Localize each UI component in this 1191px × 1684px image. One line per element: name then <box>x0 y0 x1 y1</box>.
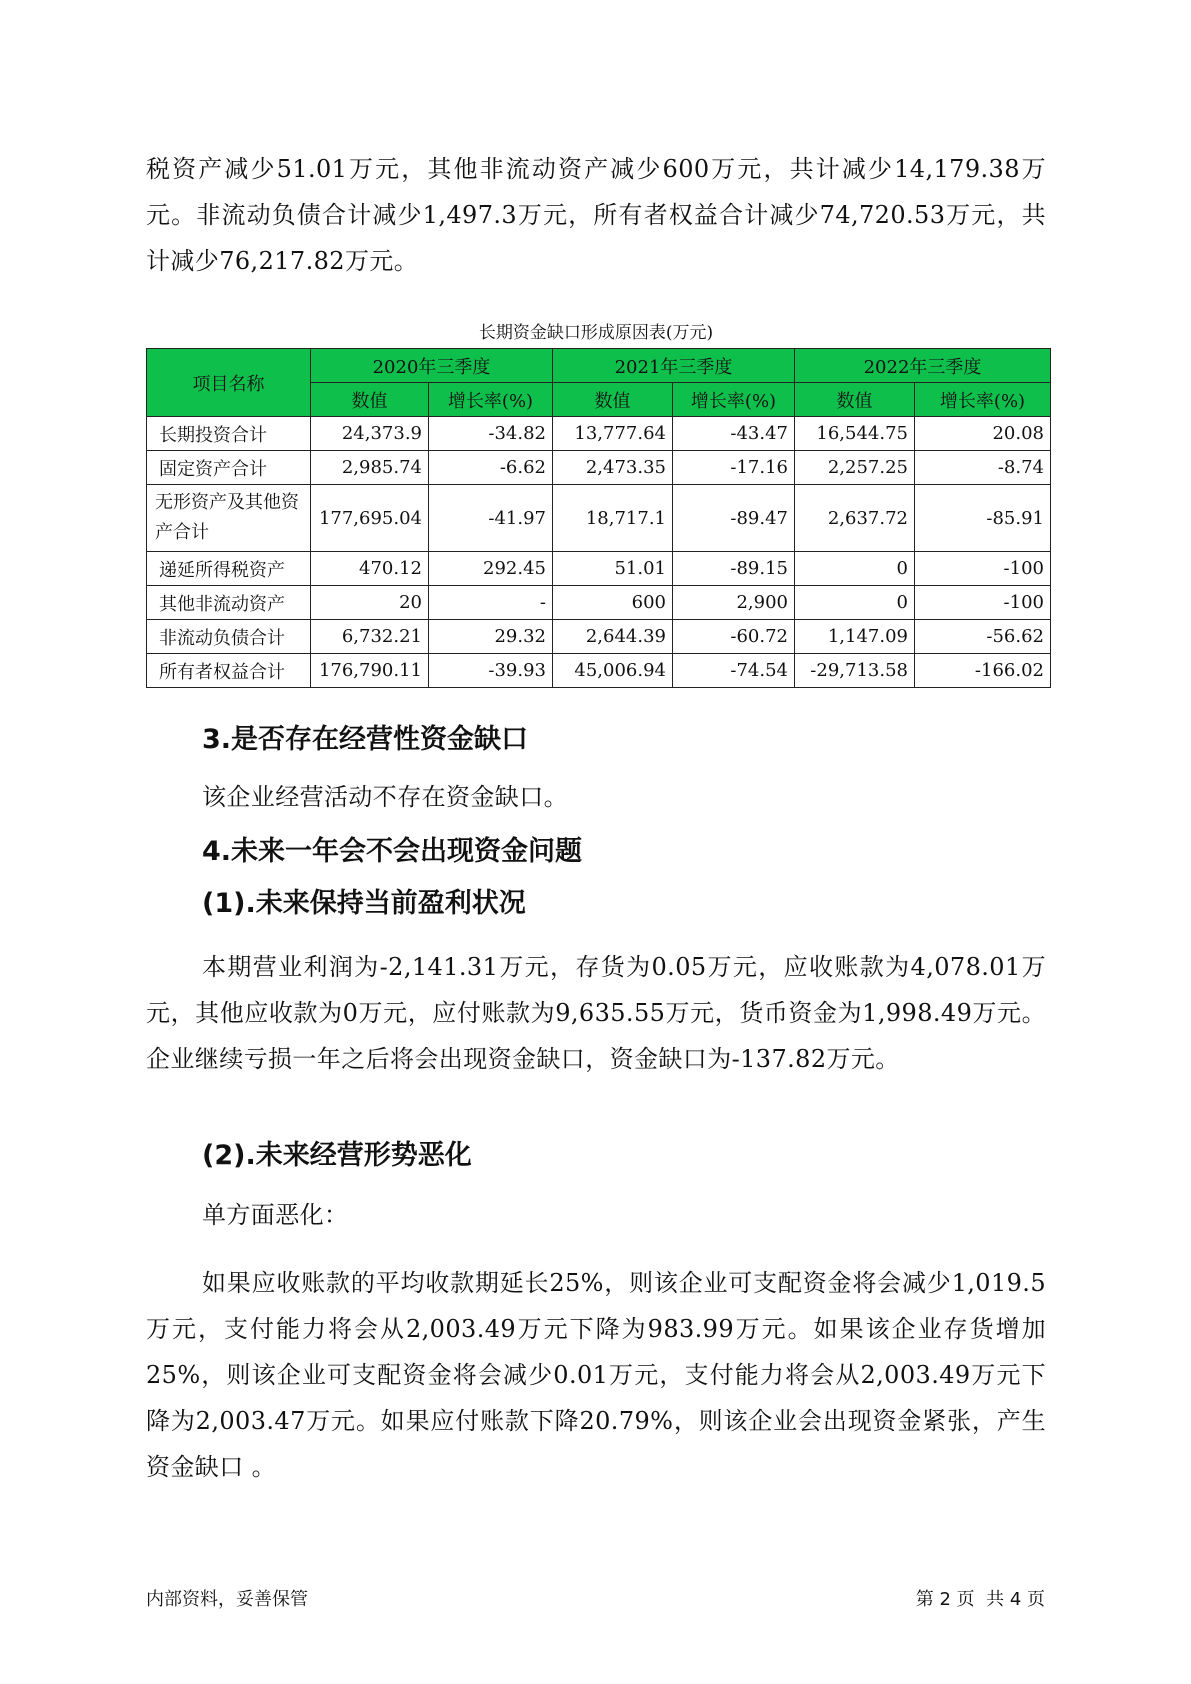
table-cell: -89.47 <box>673 485 795 552</box>
table-cell: -34.82 <box>429 417 553 451</box>
table-cell: 2,473.35 <box>553 451 673 485</box>
period-header: 2020年三季度 <box>311 349 553 383</box>
section4-sub1-paragraph: 本期营业利润为-2,141.31万元，存货为0.05万元，应收账款为4,078.01万元，其他应收款为0万元，应付账款为9,635.55万元，货币资金为1,998.49万元。企业继续亏损一年之后将会出现资金缺口，资金缺口为-137.82万元。 <box>146 953 1046 1073</box>
section3-heading: 3.是否存在经营性资金缺口 <box>202 724 529 755</box>
table-cell: 6,732.21 <box>311 620 429 654</box>
row-name: 长期投资合计 <box>147 417 311 451</box>
table-row <box>147 451 1051 485</box>
table-cell: 0 <box>795 586 915 620</box>
intro-paragraph: 税资产减少51.01万元，其他非流动资产减少600万元，共计减少14,179.38万元。非流动负债合计减少1,497.3万元，所有者权益合计减少74,720.53万元，共计减少76,217.82万元。 <box>146 155 1046 275</box>
table-cell: -8.74 <box>915 451 1051 485</box>
table-cell: 600 <box>553 586 673 620</box>
table-cell: 470.12 <box>311 552 429 586</box>
table-cell: 177,695.04 <box>311 485 429 552</box>
item-name-header: 项目名称 <box>147 349 311 417</box>
table-cell: 2,637.72 <box>795 485 915 552</box>
row-name: 非流动负债合计 <box>147 620 311 654</box>
period-header: 2022年三季度 <box>795 349 1051 383</box>
funding-gap-table <box>146 348 1051 688</box>
footer-left: 内部资料，妥善保管 <box>146 1589 308 1610</box>
table-cell: 16,544.75 <box>795 417 915 451</box>
table-cell: 20 <box>311 586 429 620</box>
table-cell: 292.45 <box>429 552 553 586</box>
table-cell: -17.16 <box>673 451 795 485</box>
table-row <box>147 620 1051 654</box>
table-cell: -74.54 <box>673 654 795 688</box>
table-cell: -41.97 <box>429 485 553 552</box>
table-cell: 45,006.94 <box>553 654 673 688</box>
table-cell: 18,717.1 <box>553 485 673 552</box>
table-cell: 2,900 <box>673 586 795 620</box>
period-header: 2021年三季度 <box>553 349 795 383</box>
table-cell: 2,257.25 <box>795 451 915 485</box>
table-cell: -39.93 <box>429 654 553 688</box>
table-cell: -6.62 <box>429 451 553 485</box>
table-row <box>147 654 1051 688</box>
table-row <box>147 417 1051 451</box>
growth-subheader: 增长率(%) <box>673 383 795 417</box>
table-cell: -29,713.58 <box>795 654 915 688</box>
table-cell: 2,644.39 <box>553 620 673 654</box>
table-cell: 24,373.9 <box>311 417 429 451</box>
table-cell: 1,147.09 <box>795 620 915 654</box>
value-subheader: 数值 <box>795 383 915 417</box>
table-row <box>147 552 1051 586</box>
table-cell: 13,777.64 <box>553 417 673 451</box>
table-cell: -43.47 <box>673 417 795 451</box>
section4-heading: 4.未来一年会不会出现资金问题 <box>202 836 583 867</box>
table-row <box>147 586 1051 620</box>
table-cell: 51.01 <box>553 552 673 586</box>
section4-sub2-heading: (2).未来经营形势恶化 <box>202 1140 472 1171</box>
row-name: 所有者权益合计 <box>147 654 311 688</box>
table-cell: - <box>429 586 553 620</box>
table-cell: 0 <box>795 552 915 586</box>
row-name: 固定资产合计 <box>147 451 311 485</box>
row-name: 无形资产及其他资产合计 <box>147 485 311 552</box>
row-name: 递延所得税资产 <box>147 552 311 586</box>
table-cell: -56.62 <box>915 620 1051 654</box>
section4-sub1-heading: (1).未来保持当前盈利状况 <box>202 888 526 919</box>
table-cell: -166.02 <box>915 654 1051 688</box>
table-cell: -100 <box>915 552 1051 586</box>
growth-subheader: 增长率(%) <box>429 383 553 417</box>
table-cell: 176,790.11 <box>311 654 429 688</box>
table-caption: 长期资金缺口形成原因表(万元) <box>478 323 714 343</box>
footer-page-number: 第 2 页 共 4 页 <box>915 1589 1045 1610</box>
row-name: 其他非流动资产 <box>147 586 311 620</box>
section3-paragraph: 该企业经营活动不存在资金缺口。 <box>202 783 568 811</box>
table-row <box>147 485 1051 552</box>
table-cell: -85.91 <box>915 485 1051 552</box>
table-header-row <box>147 349 1051 383</box>
table-cell: 20.08 <box>915 417 1051 451</box>
section4-sub2-paragraph: 如果应收账款的平均收款期延长25%，则该企业可支配资金将会减少1,019.5万元，支付能力将会从2,003.49万元下降为983.99万元。如果该企业存货增加25%，则该企业可支配资金将会减少0.01万元，支付能力将会从2,003.49万元下降为2,003.47万元。如果应付账款下降20.79%，则该企业会出现资金紧张，产生资金缺口 。 <box>146 1269 1046 1481</box>
table-cell: 2,985.74 <box>311 451 429 485</box>
table-cell: -60.72 <box>673 620 795 654</box>
section4-sub2-intro: 单方面恶化： <box>202 1201 349 1229</box>
value-subheader: 数值 <box>311 383 429 417</box>
table-cell: 29.32 <box>429 620 553 654</box>
value-subheader: 数值 <box>553 383 673 417</box>
growth-subheader: 增长率(%) <box>915 383 1051 417</box>
table-cell: -100 <box>915 586 1051 620</box>
table-cell: -89.15 <box>673 552 795 586</box>
